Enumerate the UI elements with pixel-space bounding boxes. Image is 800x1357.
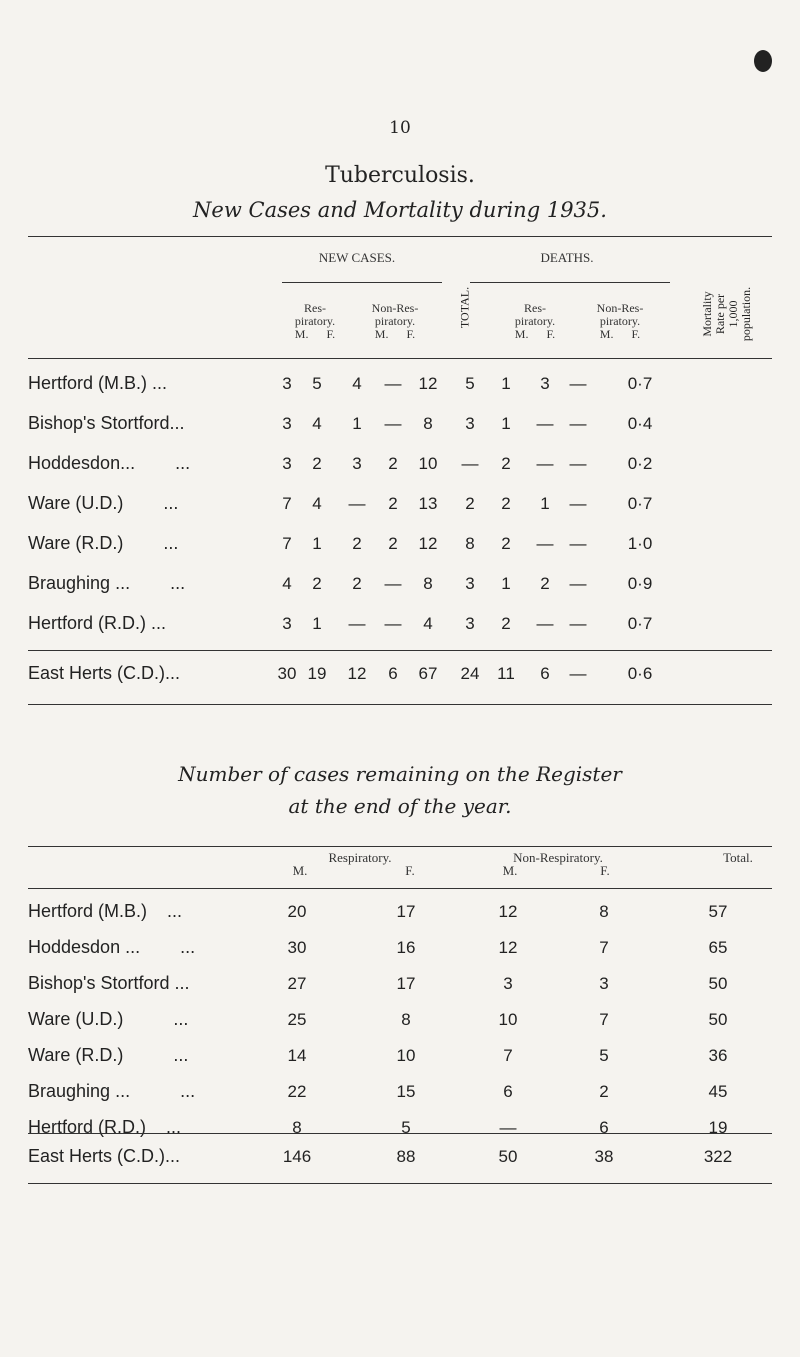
row-label: Hoddesdon ... ... [28, 937, 196, 957]
mort-l2: Rate per [713, 293, 727, 335]
page-title: Tuberculosis. [325, 163, 475, 188]
table-cell: 5 [312, 374, 322, 393]
table-cell: 3 [465, 414, 475, 433]
table-cell: 146 [282, 1147, 312, 1166]
table-cell: 88 [396, 1147, 416, 1166]
table-cell: 0·7 [627, 494, 653, 513]
table-cell: 27 [287, 974, 307, 993]
mort-l4: population. [739, 286, 753, 342]
table-cell: — [569, 454, 587, 473]
table-cell: 10 [418, 454, 438, 473]
table-cell: 1·0 [627, 534, 653, 553]
table-cell: — [384, 574, 402, 593]
table-cell: 10 [498, 1010, 518, 1029]
table-cell: 1 [540, 494, 550, 513]
table-cell: 8 [465, 534, 475, 553]
row-label: Hertford (M.B.) ... [28, 373, 168, 393]
table-cell: 12 [418, 374, 438, 393]
table-cell: 0·9 [627, 574, 653, 593]
table-cell: 1 [352, 414, 362, 433]
row-label: Ware (R.D.) ... [28, 533, 179, 553]
table-cell: 0·7 [627, 614, 653, 633]
table-cell: 2 [352, 574, 362, 593]
table-cell: — [384, 374, 402, 393]
table-cell: 17 [396, 902, 416, 921]
h2a: Non-Res- [371, 301, 419, 315]
table-cell: 1 [312, 534, 322, 553]
row-label: Hoddesdon... ... [28, 453, 191, 473]
page-number: 10 [389, 118, 411, 138]
t2-f1: F. [405, 863, 415, 878]
table-cell: 3 [282, 614, 292, 633]
table-cell: 2 [501, 614, 511, 633]
table-cell: 7 [599, 1010, 609, 1029]
table-cell: 12 [347, 664, 367, 683]
table-cell: 7 [282, 494, 292, 513]
h3b: piratory. [514, 314, 556, 328]
table2-header-rule [28, 888, 772, 889]
table-cell: 1 [501, 374, 511, 393]
table-cell: 12 [498, 938, 518, 957]
table-cell: 4 [352, 374, 362, 393]
t2-header-resp: Respiratory. [328, 850, 392, 865]
table-cell: 5 [599, 1046, 609, 1065]
table-cell: 19 [307, 664, 327, 683]
table-cell: 3 [282, 454, 292, 473]
table-cell: 13 [418, 494, 438, 513]
t2-header-total: Total. [723, 850, 753, 865]
table-cell: — [569, 574, 587, 593]
table-cell: — [569, 664, 587, 683]
h1b: piratory. [294, 314, 336, 328]
table1-header-rule [28, 358, 772, 359]
table-cell: 2 [540, 574, 550, 593]
row-label: Bishop's Stortford ... [28, 973, 190, 993]
table-cell: — [348, 614, 366, 633]
h4c: M. F. [599, 327, 641, 341]
table2-top-rule [28, 846, 772, 847]
row-label: Bishop's Stortford... [28, 413, 185, 433]
row-label: Ware (U.D.) ... [28, 493, 179, 513]
table-cell: 2 [312, 454, 322, 473]
row-label: Hertford (M.B.) ... [28, 901, 183, 921]
table-cell: — [569, 534, 587, 553]
h3c: M. F. [514, 327, 556, 341]
table-cell: 2 [501, 454, 511, 473]
header-new-cases: NEW CASES. [318, 250, 396, 265]
table-cell: 322 [703, 1147, 733, 1166]
row-label: Ware (R.D.) ... [28, 1045, 189, 1065]
table-cell: 50 [708, 1010, 728, 1029]
table-cell: 57 [708, 902, 728, 921]
table-cell: 15 [396, 1082, 416, 1101]
punch-hole [754, 50, 772, 72]
table-cell: 4 [312, 414, 322, 433]
table-cell: 2 [388, 494, 398, 513]
table-cell: 30 [287, 938, 307, 957]
table1-total-rule [28, 650, 772, 651]
table-cell: 25 [287, 1010, 307, 1029]
table-cell: 12 [418, 534, 438, 553]
table-cell: 0·6 [627, 664, 653, 683]
table-cell: 0·2 [627, 454, 653, 473]
table-cell: 2 [352, 534, 362, 553]
header-total: TOTAL. [457, 286, 472, 329]
table-cell: 14 [287, 1046, 307, 1065]
table1-subtitle: New Cases and Mortality during 1935. [193, 198, 607, 222]
row-label: Hertford (R.D.) ... [28, 613, 167, 633]
table-cell: 6 [540, 664, 550, 683]
table-cell: 2 [501, 534, 511, 553]
row-label: Braughing ... ... [28, 573, 186, 593]
table-cell: — [384, 614, 402, 633]
table-cell: 2 [388, 534, 398, 553]
table2-total-rule [28, 1133, 772, 1134]
header-death-resp [490, 302, 580, 341]
table2-subtitle-2: at the end of the year. [288, 794, 512, 818]
h3a: Res- [524, 301, 546, 315]
table-cell: 4 [423, 614, 433, 633]
mort-l1: Mortality [700, 291, 714, 337]
table-cell: 0·7 [627, 374, 653, 393]
table-cell: 1 [501, 574, 511, 593]
table-cell: 7 [282, 534, 292, 553]
table-cell: — [348, 494, 366, 513]
row-label: East Herts (C.D.)... [28, 1146, 181, 1166]
table-cell: 3 [282, 414, 292, 433]
table-cell: 7 [599, 938, 609, 957]
table-cell: 50 [708, 974, 728, 993]
table-cell: 2 [599, 1082, 609, 1101]
h2c: M. F. [374, 327, 416, 341]
table-cell: 45 [708, 1082, 728, 1101]
t2-f2: F. [600, 863, 610, 878]
h4b: piratory. [599, 314, 641, 328]
table-cell: — [536, 454, 554, 473]
table-cell: 8 [292, 1118, 302, 1137]
h1c: M. F. [294, 327, 336, 341]
table-cell: 2 [312, 574, 322, 593]
table-cell: 1 [312, 614, 322, 633]
deaths-underline [470, 282, 670, 283]
table-cell: 3 [599, 974, 609, 993]
table2-subtitle-1: Number of cases remaining on the Register [178, 762, 622, 786]
table-cell: 3 [282, 374, 292, 393]
table-cell: 10 [396, 1046, 416, 1065]
table-cell: 65 [708, 938, 728, 957]
table-cell: 7 [503, 1046, 513, 1065]
table-cell: 4 [312, 494, 322, 513]
header-deaths: DEATHS. [540, 250, 594, 265]
table-cell: 0·4 [627, 414, 653, 433]
table-cell: 30 [277, 664, 297, 683]
row-label: Braughing ... ... [28, 1081, 196, 1101]
table-cell: 1 [501, 414, 511, 433]
table-cell: — [569, 614, 587, 633]
table-cell: 8 [401, 1010, 411, 1029]
t2-m1: M. [292, 863, 308, 878]
table-cell: 22 [287, 1082, 307, 1101]
header-new-nonresp [345, 302, 445, 341]
table-cell: 20 [287, 902, 307, 921]
h4a: Non-Res- [596, 301, 644, 315]
table-cell: 3 [503, 974, 513, 993]
table-cell: — [569, 374, 587, 393]
table-cell: 5 [465, 374, 475, 393]
table-cell: — [536, 614, 554, 633]
table-cell: 36 [708, 1046, 728, 1065]
table-cell: — [461, 454, 479, 473]
t2-header-nonresp: Non-Respiratory. [513, 850, 603, 865]
table-cell: 3 [352, 454, 362, 473]
table1-bottom-rule [28, 704, 772, 705]
table-cell: 6 [599, 1118, 609, 1137]
table-cell: 12 [498, 902, 518, 921]
table-cell: 17 [396, 974, 416, 993]
table-cell: — [569, 494, 587, 513]
table-cell: — [569, 414, 587, 433]
table-cell: 3 [465, 574, 475, 593]
header-death-nonresp [570, 302, 670, 341]
table-cell: 3 [465, 614, 475, 633]
table-cell: 38 [594, 1147, 614, 1166]
table-cell: 8 [599, 902, 609, 921]
table-cell: 16 [396, 938, 416, 957]
table-cell: — [536, 414, 554, 433]
table-cell: — [536, 534, 554, 553]
table-cell: 5 [401, 1118, 411, 1137]
table-cell: 19 [708, 1118, 728, 1137]
table-cell: 4 [282, 574, 292, 593]
row-label: East Herts (C.D.)... [28, 663, 181, 683]
row-label: Hertford (R.D.) ... [28, 1117, 182, 1137]
header-mortality [701, 259, 753, 369]
table-cell: 24 [460, 664, 480, 683]
table-cell: — [384, 414, 402, 433]
table-cell: 2 [501, 494, 511, 513]
table-cell: 3 [540, 374, 550, 393]
new-cases-underline [282, 282, 442, 283]
table-cell: 50 [498, 1147, 518, 1166]
table-cell: 2 [388, 454, 398, 473]
t2-m2: M. [502, 863, 518, 878]
table-cell: 8 [423, 414, 433, 433]
h1a: Res- [304, 301, 326, 315]
table-cell: 11 [497, 664, 515, 683]
table2-bottom-rule [28, 1183, 772, 1184]
table-cell: 6 [503, 1082, 513, 1101]
h2b: piratory. [374, 314, 416, 328]
table-cell: 2 [465, 494, 475, 513]
row-label: Ware (U.D.) ... [28, 1009, 189, 1029]
table-cell: 67 [418, 664, 438, 683]
table1-top-rule [28, 236, 772, 237]
table-cell: 6 [388, 664, 398, 683]
table-cell: — [499, 1118, 517, 1137]
mort-l3: 1,000 [726, 300, 740, 328]
table-cell: 8 [423, 574, 433, 593]
